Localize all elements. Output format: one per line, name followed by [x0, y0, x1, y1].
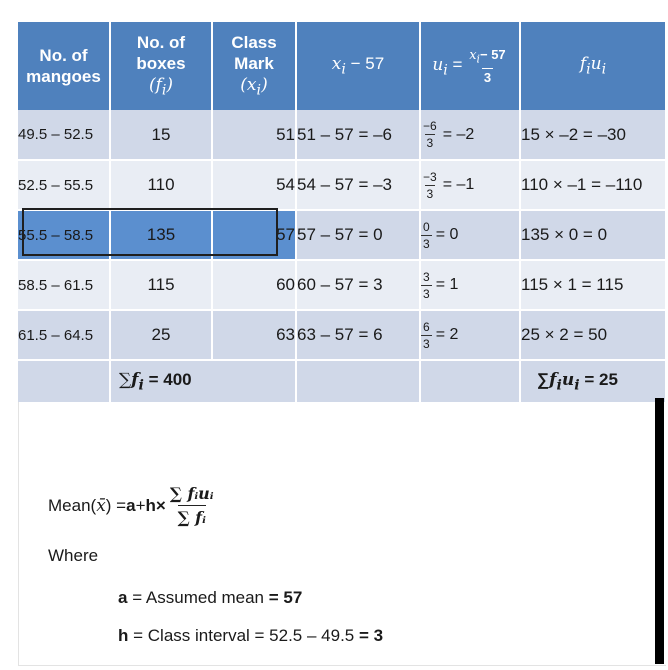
- class-mark-cell: 51: [212, 110, 296, 160]
- fu-cell: 25 × 2 = 50: [520, 310, 666, 360]
- deviation-cell: 54 – 57 = –3: [296, 160, 420, 210]
- deviation-cell: 57 – 57 = 0: [296, 210, 420, 260]
- u-cell: $\frac{3}{3}$ = 1: [420, 260, 520, 310]
- right-edge-bar: [655, 398, 664, 664]
- fu-cell: 135 × 0 = 0: [520, 210, 666, 260]
- interval-cell: 61.5 – 64.5: [18, 310, 110, 360]
- frequency-table: [18, 22, 667, 402]
- deviation-cell: 63 – 57 = 6: [296, 310, 420, 360]
- class-mark-cell: 54: [212, 160, 296, 210]
- header-class-mark: Class Mark $(x_i)$: [212, 22, 296, 110]
- header-fu: $f_iu_i$: [520, 22, 666, 110]
- interval-cell: 49.5 – 52.5: [18, 110, 110, 160]
- u-cell: $\frac{0}{3}$ = 0: [420, 210, 520, 260]
- header-interval: No. of mangoes: [18, 22, 110, 110]
- fu-cell: 110 × –1 = –110: [520, 160, 666, 210]
- u-cell: $\frac{-3}{3}$ = –1: [420, 160, 520, 210]
- u-cell: $\frac{-6}{3}$ = –2: [420, 110, 520, 160]
- interval-cell: 55.5 – 58.5: [18, 210, 110, 260]
- fu-cell: 115 × 1 = 115: [520, 260, 666, 310]
- mean-formula: Mean( x̄ ) = a + h × $\frac{\text{∑ fᵢuᵢ}}{\text{∑ fᵢ}}$: [48, 484, 214, 527]
- deviation-cell: 60 – 57 = 3: [296, 260, 420, 310]
- where-label: Where: [48, 546, 99, 565]
- boxes-cell: 15: [110, 110, 212, 160]
- fu-cell: 15 × –2 = –30: [520, 110, 666, 160]
- header-u-fraction: $\frac{x_i- 57}{3}$: [469, 47, 506, 85]
- table-row: [18, 260, 666, 310]
- class-interval-definition: h = Class interval = 52.5 – 49.5 = 3: [118, 626, 384, 645]
- header-row: [18, 22, 666, 110]
- class-mark-cell: 57: [212, 210, 296, 260]
- class-mark-cell: 60: [212, 260, 296, 310]
- header-deviation: $x_i - 57$: [296, 22, 420, 110]
- boxes-cell: 115: [110, 260, 212, 310]
- class-mark-cell: 63: [212, 310, 296, 360]
- table-row-highlighted: [18, 210, 666, 260]
- u-cell: $\frac{6}{3}$ = 2: [420, 310, 520, 360]
- header-boxes: No. of boxes $(f_i)$: [110, 22, 212, 110]
- boxes-cell: 25: [110, 310, 212, 360]
- assumed-mean-definition: a = Assumed mean = 57: [118, 588, 303, 607]
- boxes-cell: 110: [110, 160, 212, 210]
- sum-row: [18, 360, 666, 402]
- boxes-cell: 135: [110, 210, 212, 260]
- sum-f-cell: $\sum f_i = 400$: [110, 360, 296, 402]
- header-u: $u_i$ = $\frac{x_i- 57}{3}$: [420, 22, 520, 110]
- sum-fu-cell: $\sum f_iu_i = 25$: [520, 360, 666, 402]
- deviation-cell: 51 – 57 = –6: [296, 110, 420, 160]
- mean-fraction: $\frac{\text{∑ fᵢuᵢ}}{\text{∑ fᵢ}}$: [169, 484, 214, 527]
- table-row: [18, 110, 666, 160]
- table-row: [18, 310, 666, 360]
- table-row: [18, 160, 666, 210]
- interval-cell: 58.5 – 61.5: [18, 260, 110, 310]
- interval-cell: 52.5 – 55.5: [18, 160, 110, 210]
